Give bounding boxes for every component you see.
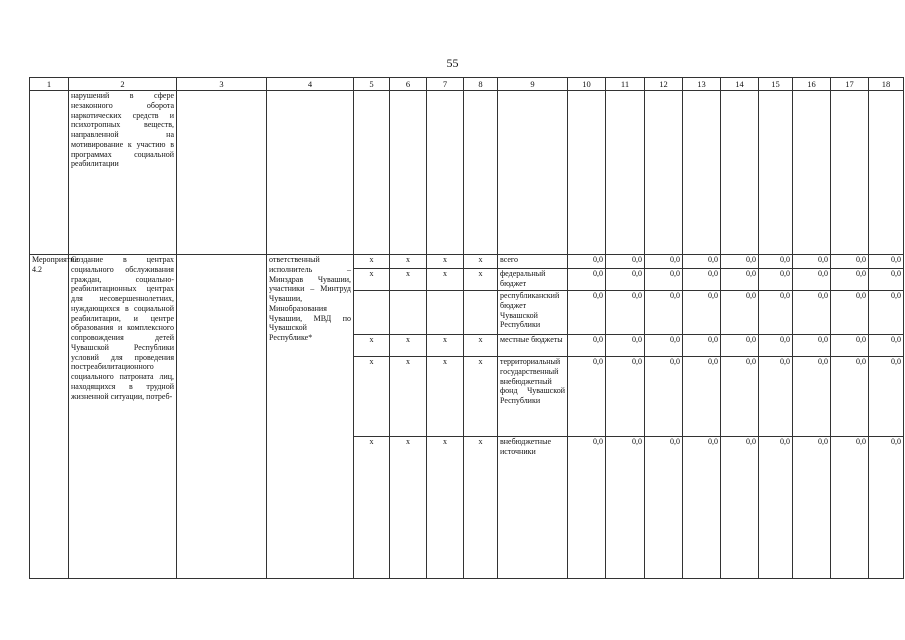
code-mark (354, 291, 390, 335)
funding-value: 0,0 (568, 357, 606, 437)
column-number-11: 11 (606, 78, 645, 91)
funding-value: 0,0 (721, 357, 759, 437)
funding-value: 0,0 (831, 335, 869, 357)
funding-value: 0,0 (721, 335, 759, 357)
funding-value: 0,0 (645, 437, 683, 579)
funding-source: федеральный бюджет (498, 269, 568, 291)
funding-value: 0,0 (721, 269, 759, 291)
column-number-16: 16 (793, 78, 831, 91)
funding-value: 0,0 (645, 269, 683, 291)
funding-value: 0,0 (793, 291, 831, 335)
header-row (30, 78, 904, 91)
funding-value: 0,0 (793, 335, 831, 357)
column-number-18: 18 (869, 78, 904, 91)
funding-value: 0,0 (759, 291, 793, 335)
column-number-17: 17 (831, 78, 869, 91)
funding-value: 0,0 (759, 269, 793, 291)
funding-value: 0,0 (831, 357, 869, 437)
funding-value: 0,0 (645, 291, 683, 335)
funding-value: 0,0 (683, 269, 721, 291)
funding-value: 0,0 (759, 255, 793, 269)
funding-value: 0,0 (831, 255, 869, 269)
funding-value: 0,0 (606, 357, 645, 437)
funding-source: республиканский бюджет Чувашской Республики (498, 291, 568, 335)
funding-value: 0,0 (683, 291, 721, 335)
funding-value: 0,0 (869, 335, 904, 357)
code-mark: х (354, 255, 390, 269)
code-mark: х (427, 335, 464, 357)
funding-value: 0,0 (683, 437, 721, 579)
funding-source: всего (498, 255, 568, 269)
column-number-12: 12 (645, 78, 683, 91)
program-table (29, 77, 904, 579)
column-number-2: 2 (69, 78, 177, 91)
column-number-9: 9 (498, 78, 568, 91)
page-number: 55 (446, 56, 459, 70)
funding-value: 0,0 (645, 335, 683, 357)
funding-value: 0,0 (793, 357, 831, 437)
funding-value: 0,0 (721, 437, 759, 579)
code-mark: х (464, 335, 498, 357)
code-mark: х (354, 437, 390, 579)
code-mark: х (390, 437, 427, 579)
funding-value: 0,0 (793, 269, 831, 291)
funding-value: 0,0 (759, 357, 793, 437)
funding-value: 0,0 (831, 269, 869, 291)
funding-value: 0,0 (831, 291, 869, 335)
column-number-14: 14 (721, 78, 759, 91)
funding-value: 0,0 (645, 357, 683, 437)
code-mark: х (354, 335, 390, 357)
funding-value: 0,0 (568, 269, 606, 291)
funding-value: 0,0 (606, 437, 645, 579)
funding-value: 0,0 (759, 335, 793, 357)
column-number-1: 1 (30, 78, 69, 91)
measure-number: Мероприятие 4.2 (30, 255, 69, 579)
column-number-3: 3 (177, 78, 267, 91)
code-mark: х (390, 357, 427, 437)
funding-value: 0,0 (869, 357, 904, 437)
previous-measure-text: нарушений в сфере незаконного оборота наркотических средств и психотропных веществ, направленной на мотивирование к участию в программах социальной реабилитации (69, 91, 177, 255)
funding-value: 0,0 (793, 437, 831, 579)
code-mark (464, 291, 498, 335)
code-mark: х (354, 357, 390, 437)
funding-value: 0,0 (869, 255, 904, 269)
code-mark: х (464, 357, 498, 437)
column-number-8: 8 (464, 78, 498, 91)
column-number-7: 7 (427, 78, 464, 91)
code-mark: х (427, 269, 464, 291)
table-row (30, 91, 904, 255)
code-mark (390, 291, 427, 335)
code-mark: х (390, 255, 427, 269)
measure-description: Создание в центрах социального обслуживания граждан, социально-реабилитационных центрах для несовершеннолетних, нуждающихся в социальной реабилитации, и центре образования и комплексного сопровождения детей Чувашской Республики условий для проведения постреабилитационного социального патроната лиц, находящихся в трудной жизненной ситуации, потреб- (69, 255, 177, 579)
funding-value: 0,0 (606, 291, 645, 335)
funding-value: 0,0 (606, 255, 645, 269)
funding-source: местные бюджеты (498, 335, 568, 357)
column-number-10: 10 (568, 78, 606, 91)
code-mark (427, 291, 464, 335)
code-mark: х (464, 437, 498, 579)
funding-value: 0,0 (721, 291, 759, 335)
funding-value: 0,0 (683, 255, 721, 269)
funding-value: 0,0 (568, 437, 606, 579)
funding-value: 0,0 (759, 437, 793, 579)
code-mark: х (427, 255, 464, 269)
funding-value: 0,0 (683, 357, 721, 437)
funding-value: 0,0 (568, 291, 606, 335)
funding-value: 0,0 (568, 255, 606, 269)
funding-value: 0,0 (869, 437, 904, 579)
code-mark: х (390, 269, 427, 291)
funding-value: 0,0 (831, 437, 869, 579)
code-mark: х (464, 255, 498, 269)
column-number-15: 15 (759, 78, 793, 91)
column-number-4: 4 (267, 78, 354, 91)
code-mark: х (427, 357, 464, 437)
funding-source: внебюджетные источники (498, 437, 568, 579)
empty-cell (177, 255, 267, 579)
column-number-13: 13 (683, 78, 721, 91)
funding-value: 0,0 (606, 335, 645, 357)
code-mark: х (464, 269, 498, 291)
funding-value: 0,0 (568, 335, 606, 357)
code-mark: х (427, 437, 464, 579)
code-mark: х (390, 335, 427, 357)
funding-row (30, 255, 904, 269)
funding-value: 0,0 (721, 255, 759, 269)
responsible-executor: ответственный исполнитель – Минздрав Чувашии, участники – Минтруд Чувашии, Минобразования Чувашии, МВД по Чувашской Республике* (267, 255, 354, 579)
funding-value: 0,0 (645, 255, 683, 269)
code-mark: х (354, 269, 390, 291)
column-number-5: 5 (354, 78, 390, 91)
funding-value: 0,0 (869, 291, 904, 335)
column-number-6: 6 (390, 78, 427, 91)
funding-value: 0,0 (869, 269, 904, 291)
funding-value: 0,0 (606, 269, 645, 291)
funding-value: 0,0 (683, 335, 721, 357)
funding-value: 0,0 (793, 255, 831, 269)
funding-source: территориальный государственный внебюджетный фонд Чувашской Республики (498, 357, 568, 437)
